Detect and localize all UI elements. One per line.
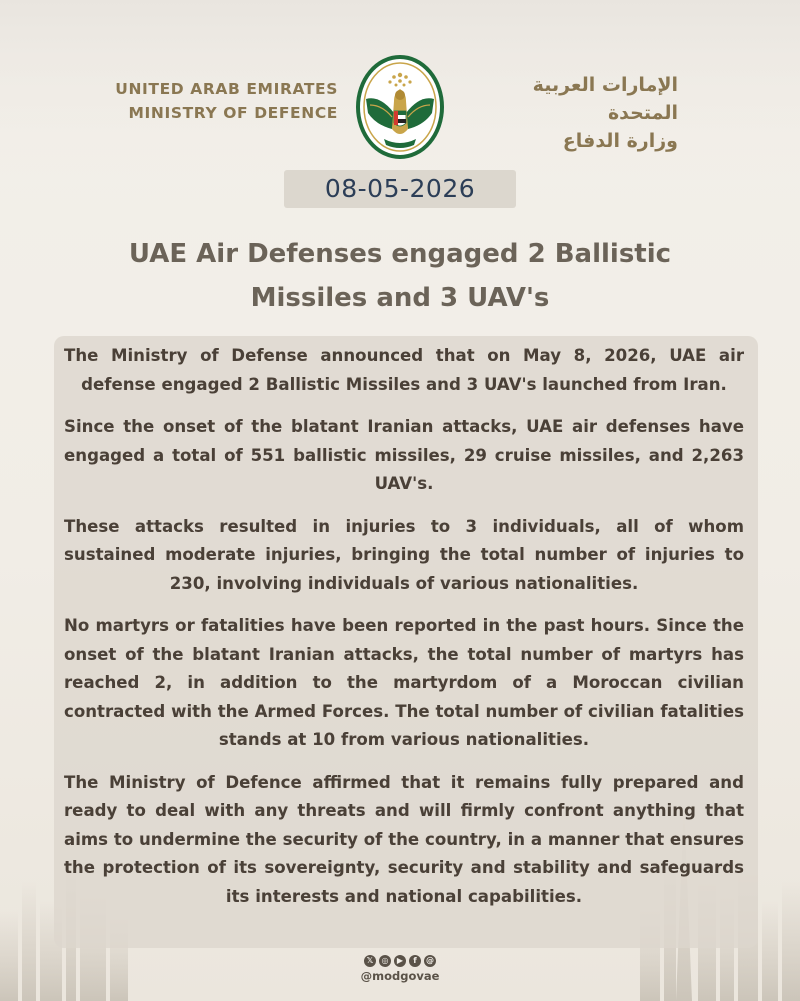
paragraph-engagement-totals: Since the onset of the blatant Iranian attacks, UAE air defenses have engaged a total of 551 ballistic missiles, 29 cruise missiles, and 2,263 UAV's. <box>64 417 744 493</box>
english-org-name <box>115 77 338 125</box>
arabic-ministry-name: وزارة الدفاع <box>562 130 678 152</box>
paragraph-announcement: The Ministry of Defense announced that on May 8, 2026, UAE air defense engaged 2 Ballistic Missiles and 3 UAV's launched from Iran. <box>64 346 744 394</box>
date-badge: 08-05-2026 <box>284 170 516 208</box>
uae-ministry-of-defence-emblem-icon <box>354 55 446 159</box>
arabic-country-name: الإمارات العربية المتحدة <box>532 74 678 124</box>
paragraph-readiness: The Ministry of Defence affirmed that it remains fully prepared and ready to deal with any threats and will firmly confront anything that aims to undermine the security of the country, in a manner that ensures the protection of its sovereignty, security and stability and safeguards its interests and national capabilities. <box>64 772 744 906</box>
headline-line-2: Missiles and 3 UAV's <box>250 283 550 313</box>
paragraph-injuries: These attacks resulted in injuries to 3 individuals, all of whom sustained moderate injuries, bringing the total number of injuries to 230, involving individuals of various nationalities. <box>64 516 744 593</box>
social-handle[interactable]: @modgovae <box>360 969 440 983</box>
threads-icon[interactable]: @ <box>426 956 434 965</box>
paragraph-fatalities: No martyrs or fatalities have been reported in the past hours. Since the onset of the blatant Iranian attacks, the total number of martyrs has reached 2, in addition to the martyrdom of a Moroccan civilian contracted with the Armed Forces. The total number of civilian fatalities stands at 10 from various nationalities. <box>64 616 744 749</box>
english-country-name: UNITED ARAB EMIRATES <box>115 80 338 98</box>
instagram-icon[interactable]: ◎ <box>379 955 391 967</box>
english-ministry-name: MINISTRY OF DEFENCE <box>128 104 338 122</box>
arabic-org-name <box>458 71 678 155</box>
social-icons-row <box>0 955 800 967</box>
footer <box>0 955 800 983</box>
headline-line-1: UAE Air Defenses engaged 2 Ballistic <box>128 239 672 269</box>
x-icon[interactable]: 𝕏 <box>364 955 376 967</box>
header <box>0 55 800 165</box>
facebook-icon[interactable]: f <box>409 955 421 967</box>
youtube-icon[interactable]: ▶ <box>394 955 406 967</box>
statement-body <box>64 342 744 925</box>
headline <box>90 232 710 320</box>
